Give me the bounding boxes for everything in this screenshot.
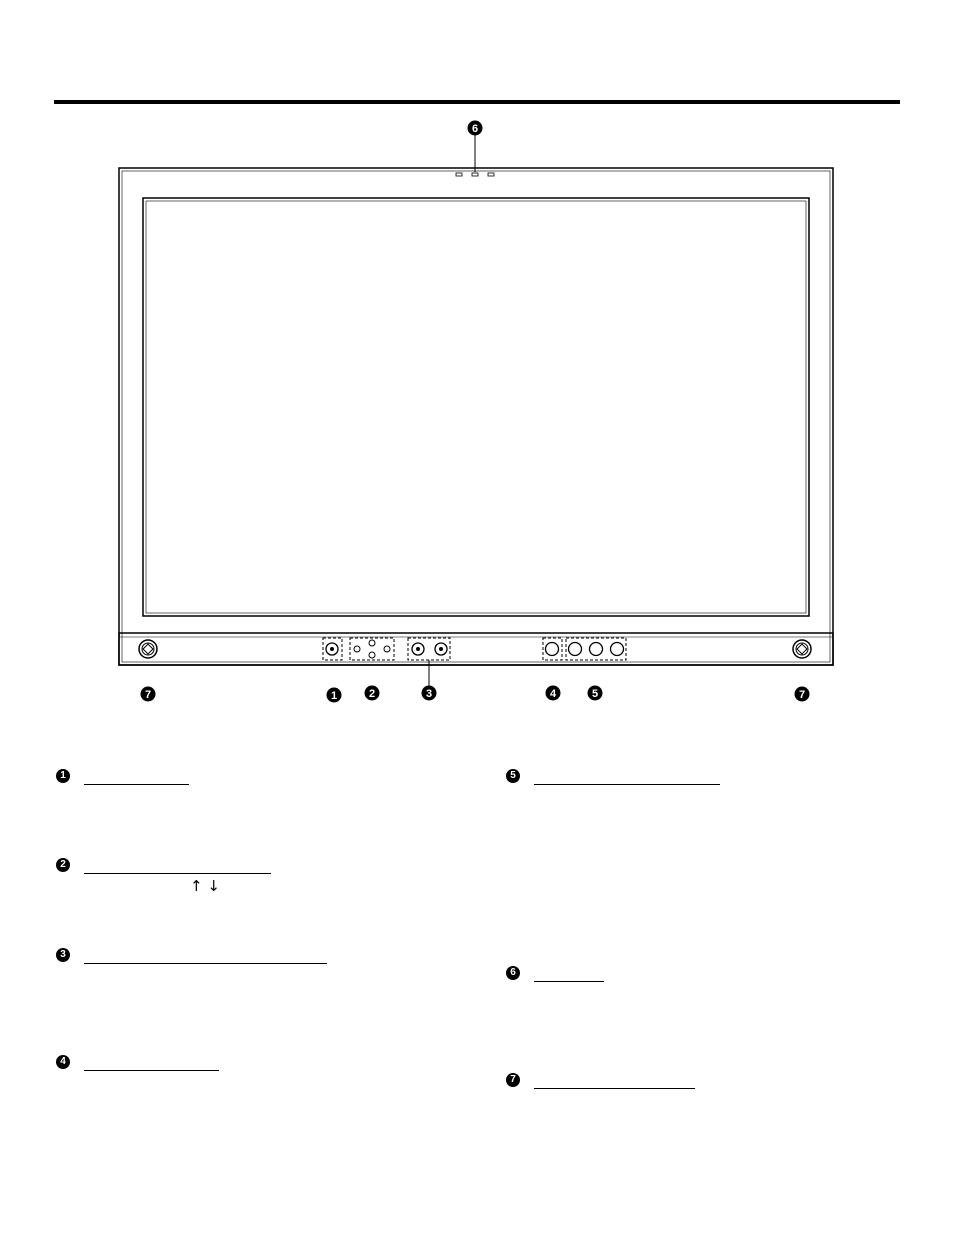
callout-badge-4 (546, 686, 561, 701)
callout-badge-7-left (141, 687, 156, 702)
legend-underline-5 (534, 784, 720, 785)
svg-text:4: 4 (549, 688, 557, 700)
legend-badge-6: 6 (506, 966, 520, 980)
knob-right (793, 640, 811, 658)
svg-text:1: 1 (330, 690, 338, 702)
legend-badge-2: 2 (56, 858, 70, 872)
screen-panel (143, 198, 809, 616)
callout-badge-7-right (795, 687, 810, 702)
callout-badge-2 (365, 686, 380, 701)
callout-badge-5 (588, 686, 603, 701)
legend-badge-5: 5 (506, 769, 520, 783)
knob-left (139, 640, 157, 658)
svg-text:7: 7 (144, 689, 152, 701)
legend-badge-4: 4 (56, 1055, 70, 1069)
svg-text:6: 6 (471, 123, 479, 135)
legend-badge-3: 3 (56, 948, 70, 962)
callout-badge-1 (327, 688, 342, 703)
svg-text:7: 7 (798, 689, 806, 701)
legend-underline-7 (534, 1088, 695, 1089)
legend-underline-4 (84, 1070, 219, 1071)
legend-underline-6 (534, 981, 604, 982)
legend-arrows-2: ↑ ↓ (190, 877, 220, 895)
legend-underline-2 (84, 873, 271, 874)
svg-text:3: 3 (425, 688, 433, 700)
legend-badge-1: 1 (56, 769, 70, 783)
legend-underline-1 (84, 784, 189, 785)
legend-badge-7: 7 (506, 1073, 520, 1087)
legend-underline-3 (84, 963, 327, 964)
callout-badge-3 (422, 686, 437, 701)
callout-badge-6 (468, 121, 483, 136)
svg-text:5: 5 (591, 688, 599, 700)
svg-text:2: 2 (368, 688, 376, 700)
